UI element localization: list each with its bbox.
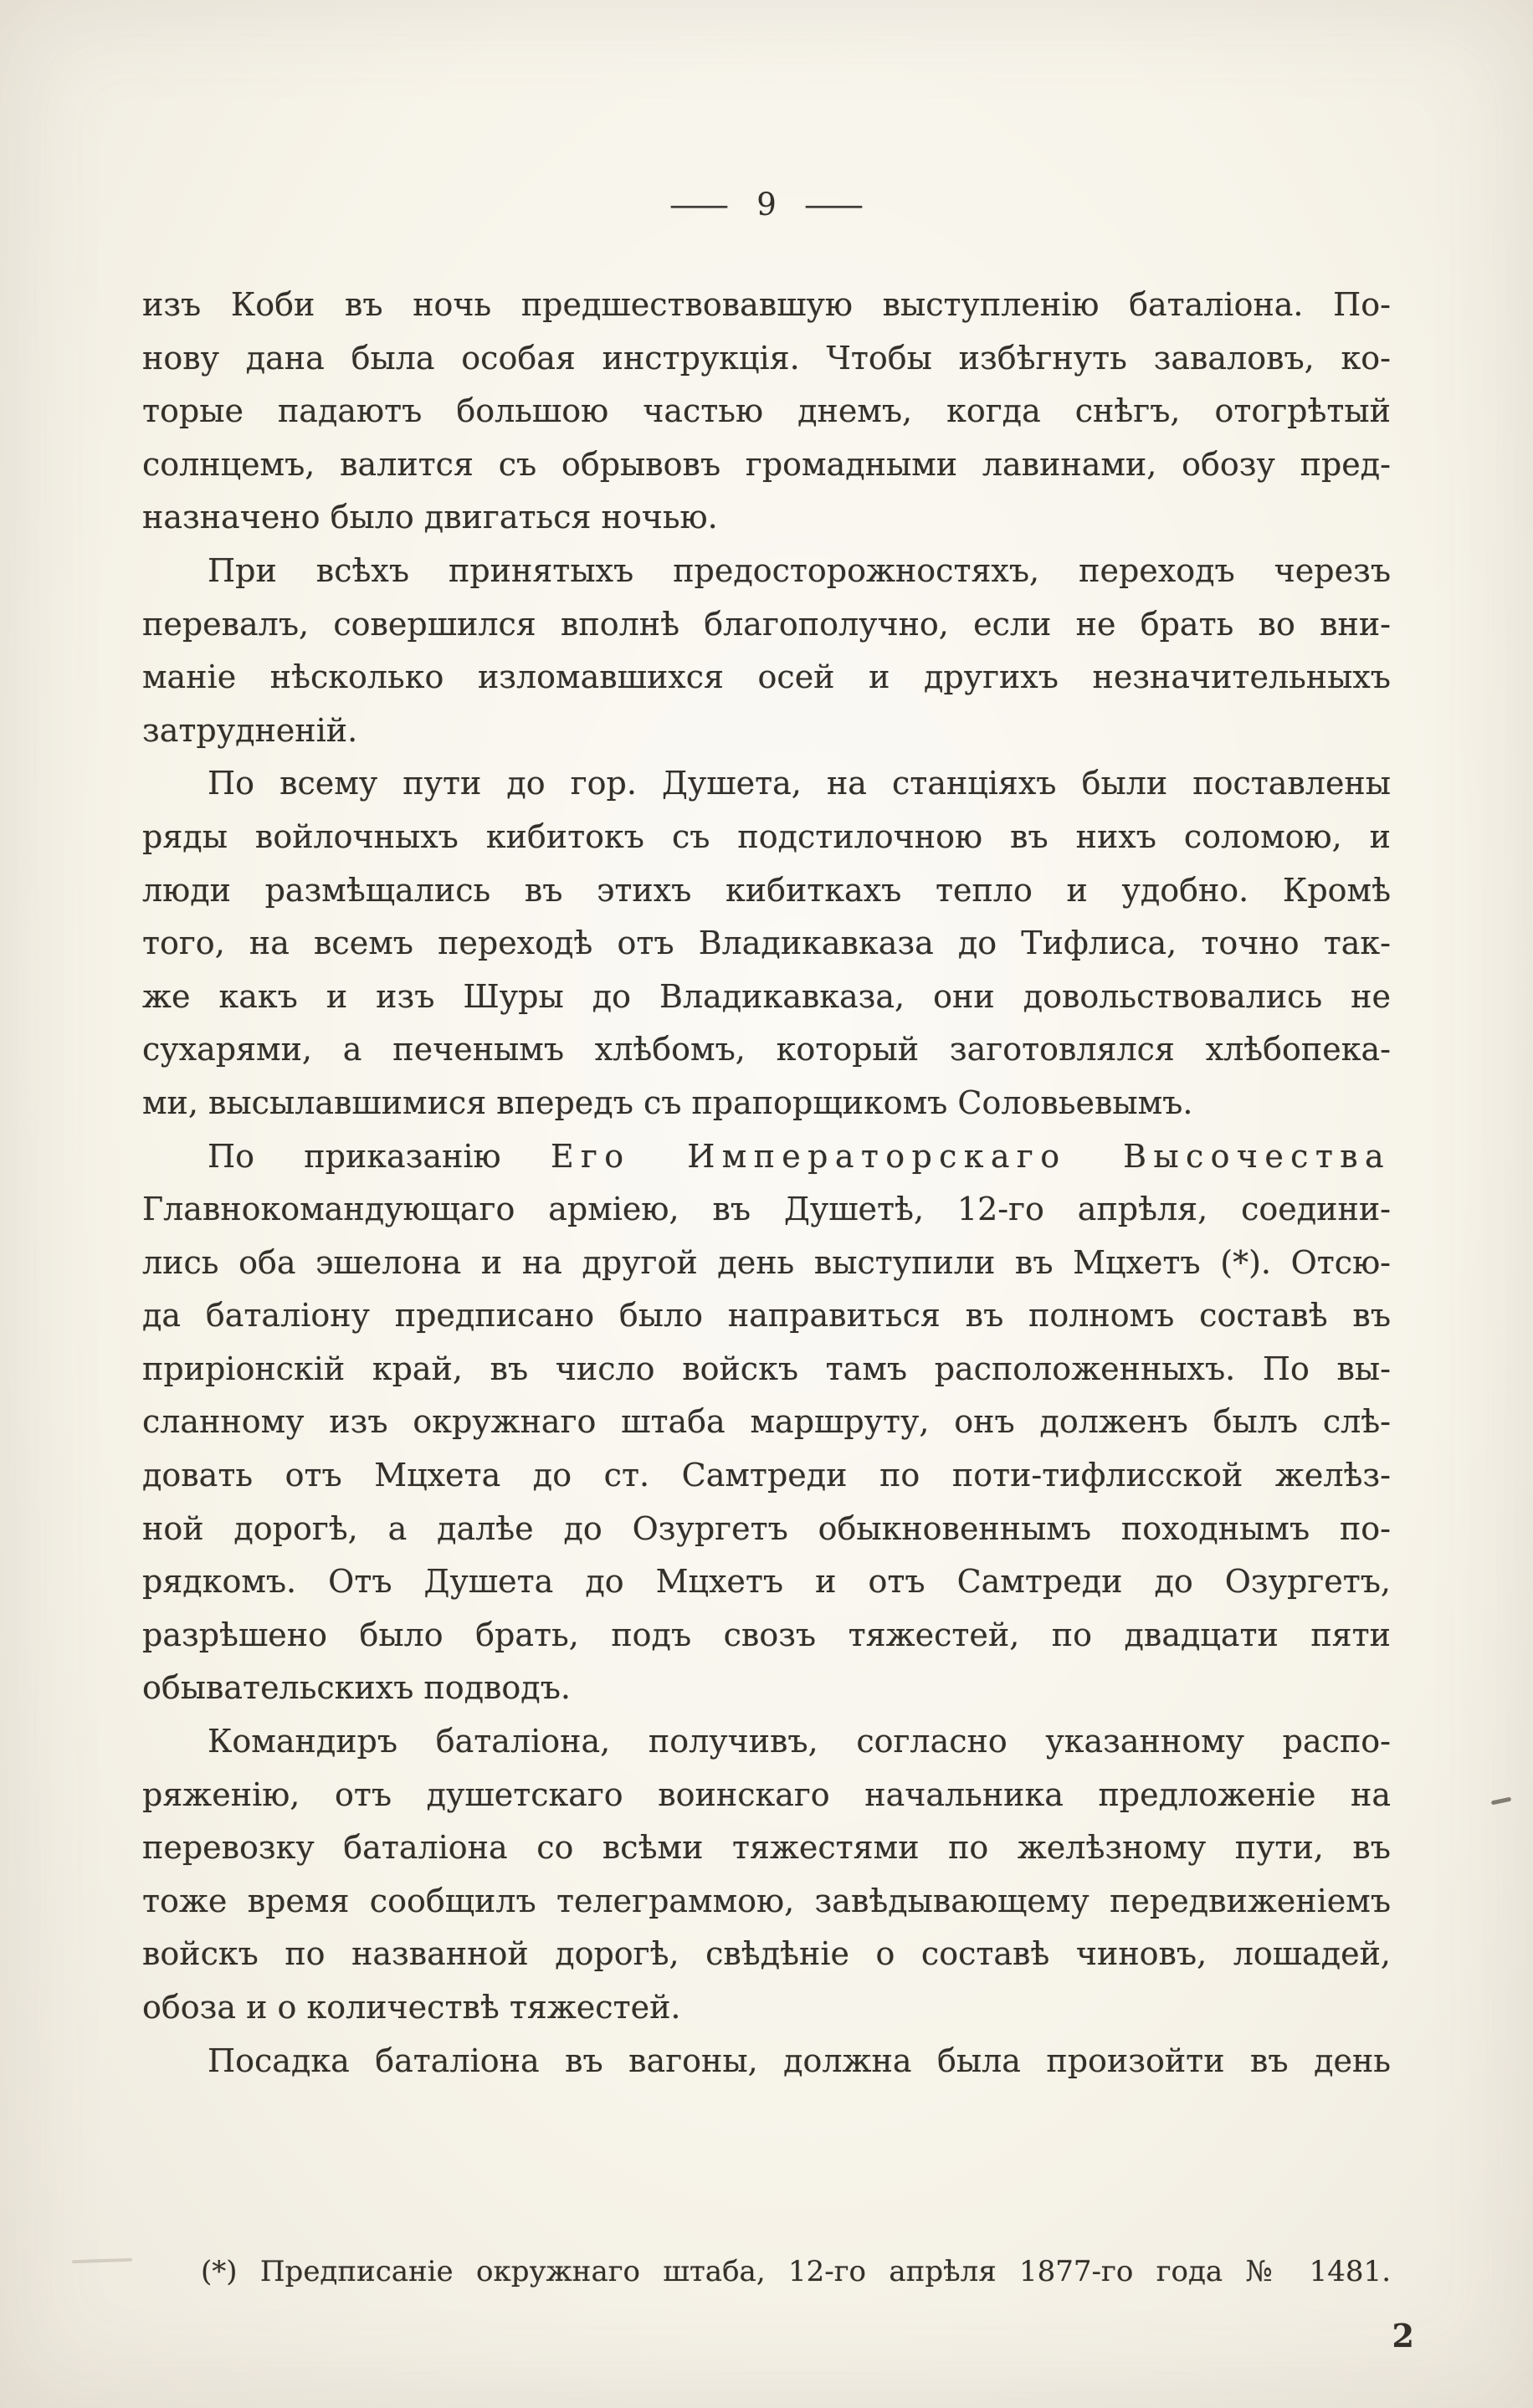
text-line: лись оба эшелона и на другой день выступили въ Мцхетъ (*). Отсю- xyxy=(142,1243,1391,1281)
text-line: войскъ по названной дорогѣ, свѣдѣніе о составѣ чиновъ, лошадей, xyxy=(142,1935,1391,1973)
text-line: назначено было двигаться ночью. xyxy=(142,499,718,536)
text-line: ми, высылавшимися впередъ съ прапорщикомъ Соловьевымъ. xyxy=(142,1084,1193,1121)
text-line: затрудненій. xyxy=(142,711,358,749)
text-line: Главнокомандующаго арміею, въ Душетѣ, 12-го апрѣля, соедини- xyxy=(142,1191,1391,1228)
text-line: ряженію, отъ душетскаго воинскаго начальника предложеніе на xyxy=(142,1775,1391,1813)
text-line: разрѣшено было брать, подъ свозъ тяжестей, по двадцати пяти xyxy=(142,1616,1391,1653)
text-line: тоже время сообщилъ телеграммою, завѣдывающему передвиженіемъ xyxy=(142,1882,1391,1919)
ink-smudge xyxy=(72,2258,132,2264)
header-right-dash: — xyxy=(802,187,865,223)
text-line: изъ Коби въ ночь предшествовавшую выступленію баталіона. По- xyxy=(142,286,1391,323)
text-block xyxy=(142,279,1391,2088)
text-line: перевозку баталіона со всѣми тяжестями по желѣзному пути, въ xyxy=(142,1829,1391,1867)
page-header xyxy=(142,186,1391,224)
text-line: довать отъ Мцхета до ст. Самтреди по поти-тифлисской желѣз- xyxy=(142,1457,1391,1494)
text-line: ряды войлочныхъ кибитокъ съ подстилочною въ нихъ соломою, и xyxy=(142,817,1391,855)
text-line: обывательскихъ подводъ. xyxy=(142,1669,571,1707)
text-line: маніе нѣсколько изломавшихся осей и другихъ незначительныхъ xyxy=(142,658,1391,696)
text-line: По всему пути до гор. Душета, на станціяхъ были поставлены xyxy=(208,765,1391,802)
text-line: Посадка баталіона въ вагоны, должна была произойти въ день xyxy=(208,2042,1391,2079)
text-line: да баталіону предписано было направиться въ полномъ составѣ въ xyxy=(142,1297,1391,1335)
royal-title-emphasis: Его Императорскаго Высочества xyxy=(550,1137,1391,1175)
text-line: обоза и о количествѣ тяжестей. xyxy=(142,1989,681,2026)
text-line: сухарями, а печенымъ хлѣбомъ, который заготовлялся хлѣбопека- xyxy=(142,1031,1391,1068)
text-line: рядкомъ. Отъ Душета до Мцхетъ и отъ Самтреди до Озургетъ, xyxy=(142,1563,1391,1601)
text-line: люди размѣщались въ этихъ кибиткахъ тепло и удобно. Кромѣ xyxy=(142,871,1391,909)
footnote: (*) Предписаніе окружнаго штаба, 12-го апрѣля 1877-го года № 1481. xyxy=(201,2255,1391,2288)
text-line: Командиръ баталіона, получивъ, согласно указанному распо- xyxy=(208,1723,1391,1760)
text-line: сланному изъ окружнаго штаба маршруту, онъ долженъ былъ слѣ- xyxy=(142,1403,1391,1441)
text-line: ной дорогѣ, а далѣе до Озургетъ обыкновеннымъ походнымъ по- xyxy=(142,1509,1391,1547)
text-segment: По приказанію xyxy=(208,1137,501,1175)
text-line: же какъ и изъ Шуры до Владикавказа, они довольствовались не xyxy=(142,977,1391,1015)
text-line: того, на всемъ переходѣ отъ Владикавказа до Тифлиса, точно так- xyxy=(142,925,1391,962)
text-line: перевалъ, совершился вполнѣ благополучно, если не брать во вни- xyxy=(142,605,1391,643)
text-line: солнцемъ, валится съ обрывовъ громадными лавинами, обозу пред- xyxy=(142,445,1391,483)
page-number: 9 xyxy=(756,187,777,223)
text-line: приріонскій край, въ число войскъ тамъ расположенныхъ. По вы- xyxy=(142,1350,1391,1387)
text-line: нову дана была особая инструкція. Чтобы избѣгнуть заваловъ, ко- xyxy=(142,339,1391,377)
text-line xyxy=(142,1130,1391,1184)
text-line: торые падаютъ большою частью днемъ, когда снѣгъ, отогрѣтый xyxy=(142,392,1391,430)
ink-mark xyxy=(1491,1797,1512,1806)
text-line: При всѣхъ принятыхъ предосторожностяхъ, переходъ черезъ xyxy=(208,551,1391,589)
header-left-dash: — xyxy=(668,187,731,223)
signature-mark: 2 xyxy=(1392,2317,1414,2354)
